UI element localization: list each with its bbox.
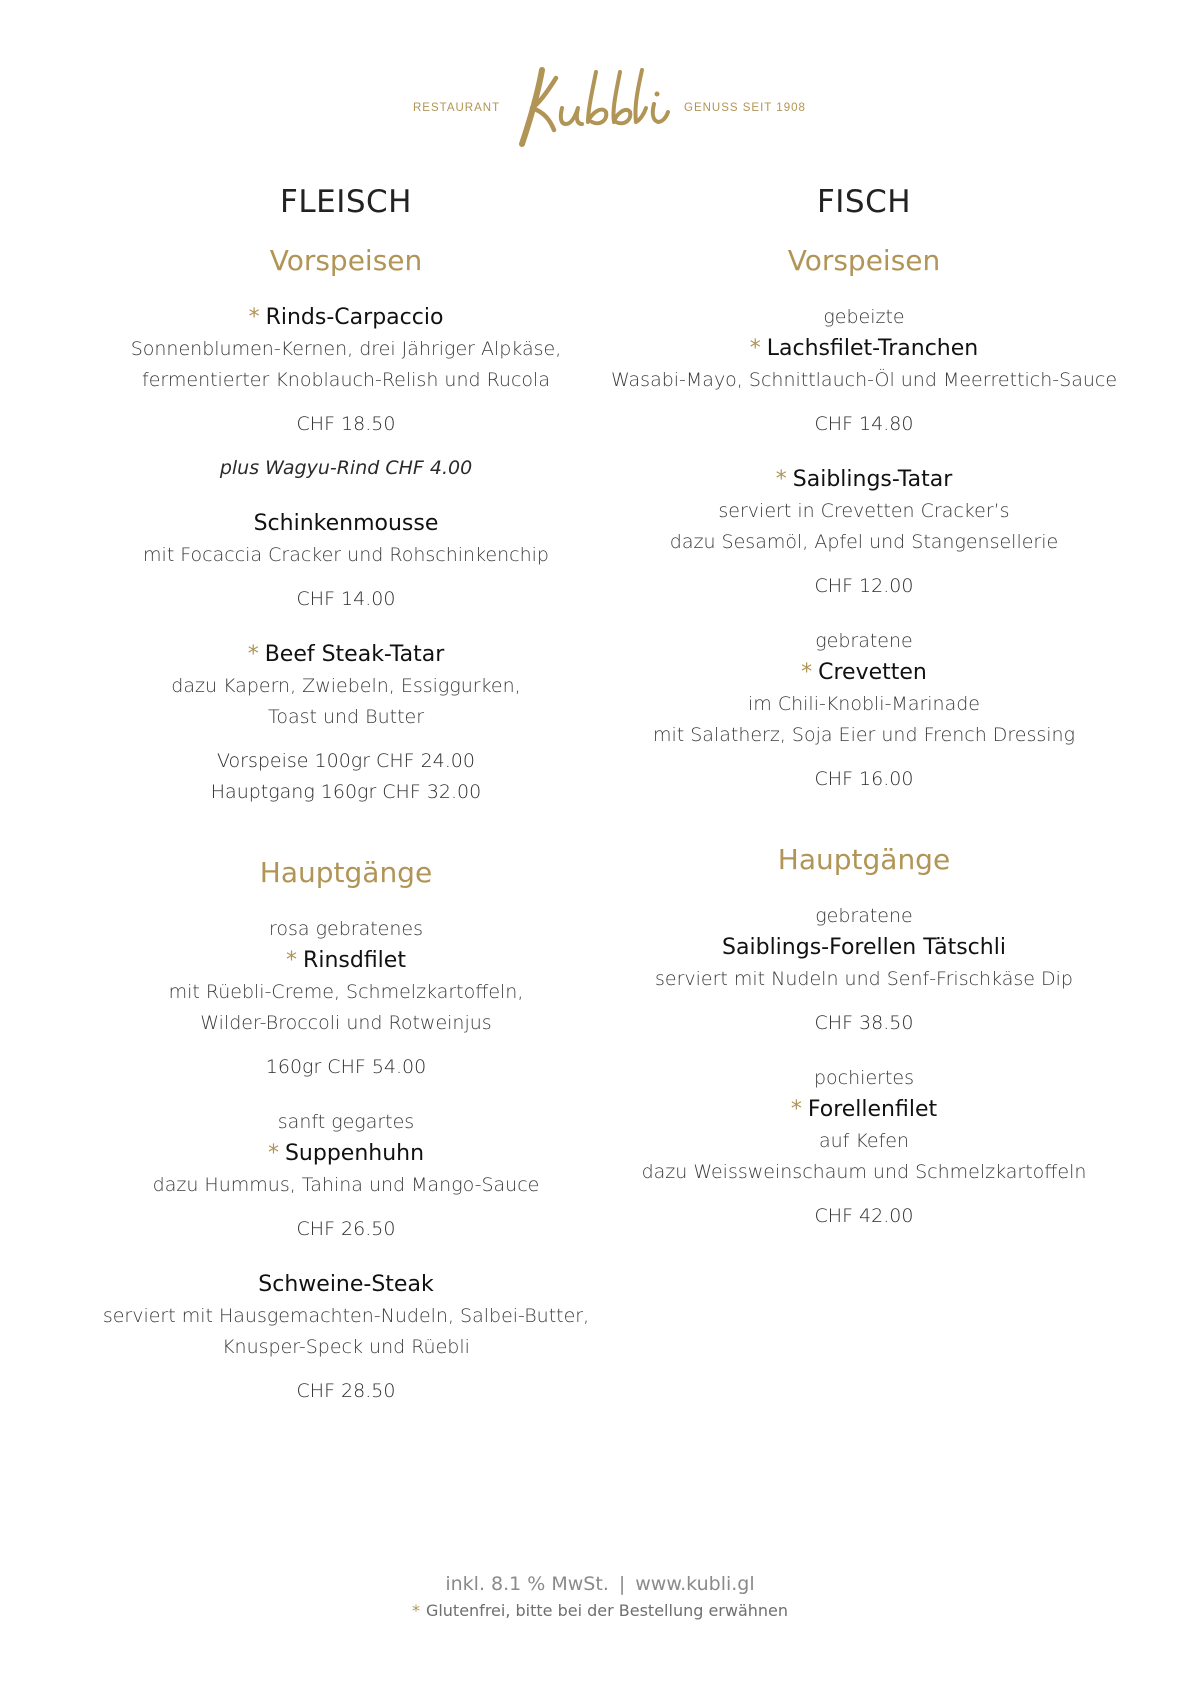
price-line: CHF 42.00	[814, 1205, 914, 1227]
menu-item	[604, 302, 1124, 440]
price-line: CHF 14.80	[814, 413, 914, 435]
fish-starters-title: Vorspeisen	[787, 244, 941, 277]
item-preface: gebratene	[815, 905, 913, 927]
kubli-logo	[512, 64, 672, 150]
menu-item	[86, 508, 606, 615]
item-name-row	[604, 932, 1124, 964]
price-line: CHF 18.50	[296, 413, 396, 435]
item-name-row	[86, 1138, 606, 1170]
item-description: serviert mit Nudeln und Senf-Frischkäse Dip	[654, 968, 1073, 990]
menu-item	[604, 464, 1124, 602]
item-name-row	[604, 657, 1124, 689]
item-name: Beef Steak-Tatar	[264, 642, 445, 667]
meat-starters-title: Vorspeisen	[269, 244, 423, 277]
website-link[interactable]: www.kubli.gl	[635, 1573, 755, 1595]
meat-mains-title: Hauptgänge	[259, 856, 433, 889]
menu-header	[0, 62, 1200, 152]
menu-item	[86, 914, 606, 1083]
item-name: Lachsfilet-Tranchen	[766, 336, 979, 361]
price-line: CHF 26.50	[296, 1218, 396, 1240]
item-name: Saiblings-Forellen Tätschli	[722, 935, 1006, 960]
footer-separator: |	[618, 1573, 626, 1595]
meat-column	[86, 184, 606, 1431]
item-price	[604, 1008, 1124, 1039]
item-description: fermentierter Knoblauch-Relish und Rucola	[142, 369, 550, 391]
gluten-free-star-icon: *	[267, 1141, 279, 1166]
item-price	[604, 764, 1124, 795]
item-description: serviert mit Hausgemachten-Nudeln, Salbei-Butter,	[102, 1305, 590, 1327]
item-description: serviert in Crevetten Cracker’s	[718, 500, 1010, 522]
menu-item	[86, 639, 606, 808]
menu-item	[86, 302, 606, 484]
item-price	[604, 571, 1124, 602]
gluten-free-star-icon: *	[775, 467, 787, 492]
menu-item	[604, 1063, 1124, 1232]
item-description: Toast und Butter	[267, 706, 425, 728]
item-description: Wilder-Broccoli und Rotweinjus	[200, 1012, 492, 1034]
item-name-row	[86, 1269, 606, 1301]
menu-item	[604, 626, 1124, 795]
item-name: Rinds-Carpaccio	[265, 305, 444, 330]
item-description: mit Salatherz, Soja Eier und French Dressing	[652, 724, 1076, 746]
price-line: 160gr CHF 54.00	[265, 1056, 427, 1078]
item-description: dazu Kapern, Zwiebeln, Essiggurken,	[171, 675, 521, 697]
meat-mains-list	[86, 914, 606, 1407]
item-name: Schweine-Steak	[258, 1272, 434, 1297]
price-line: CHF 28.50	[296, 1380, 396, 1402]
item-name-row	[86, 945, 606, 977]
price-line: CHF 38.50	[814, 1012, 914, 1034]
item-addon: plus Wagyu-Rind CHF 4.00	[219, 457, 473, 479]
gluten-free-star-icon: *	[801, 660, 813, 685]
menu-footer	[0, 1570, 1200, 1624]
item-price	[86, 746, 606, 808]
gluten-free-star-icon: *	[247, 642, 259, 667]
gluten-free-star-icon: *	[749, 336, 761, 361]
fish-mains-list	[604, 901, 1124, 1232]
item-description: mit Rüebli-Creme, Schmelzkartoffeln,	[168, 981, 524, 1003]
gluten-free-star-icon: *	[248, 305, 260, 330]
meat-title: FLEISCH	[280, 184, 412, 220]
item-name: Crevetten	[818, 660, 927, 685]
item-preface: rosa gebratenes	[269, 918, 423, 940]
item-name: Forellenfilet	[807, 1097, 938, 1122]
fish-title: FISCH	[816, 184, 912, 220]
item-name-row	[604, 333, 1124, 365]
item-description: im Chili-Knobli-Marinade	[748, 693, 980, 715]
gluten-free-star-icon: *	[286, 948, 298, 973]
menu-item	[86, 1107, 606, 1245]
menu-item	[86, 1269, 606, 1407]
item-name: Saiblings-Tatar	[792, 467, 953, 492]
item-price	[86, 1052, 606, 1083]
item-description: dazu Weissweinschaum und Schmelzkartoffeln	[641, 1161, 1087, 1183]
item-preface: gebeizte	[823, 306, 905, 328]
item-name-row	[86, 639, 606, 671]
vat-note: inkl. 8.1 % MwSt.	[445, 1573, 609, 1595]
price-line: CHF 14.00	[296, 588, 396, 610]
item-name-row	[604, 1094, 1124, 1126]
price-line: CHF 16.00	[814, 768, 914, 790]
item-preface: pochiertes	[814, 1067, 914, 1089]
item-description: Sonnenblumen-Kernen, drei Jähriger Alpkäse,	[130, 338, 562, 360]
gluten-free-star-icon: *	[790, 1097, 802, 1122]
price-line: Vorspeise 100gr CHF 24.00	[217, 750, 475, 772]
item-name-row	[604, 464, 1124, 496]
item-name-row	[86, 302, 606, 334]
item-name: Schinkenmousse	[253, 511, 439, 536]
item-name: Rinsdfilet	[303, 948, 406, 973]
item-description: mit Focaccia Cracker und Rohschinkenchip	[143, 544, 549, 566]
fish-starters-list	[604, 302, 1124, 795]
item-price	[86, 584, 606, 615]
item-price	[86, 1214, 606, 1245]
item-description: dazu Hummus, Tahina und Mango-Sauce	[152, 1174, 540, 1196]
gluten-free-note: Glutenfrei, bitte bei der Bestellung erwähnen	[425, 1601, 789, 1620]
item-name: Suppenhuhn	[284, 1141, 425, 1166]
price-line: Hauptgang 160gr CHF 32.00	[210, 781, 482, 803]
since-label: GENUSS SEIT 1908	[684, 102, 806, 114]
item-price	[604, 1201, 1124, 1232]
menu-item	[604, 901, 1124, 1039]
item-description: auf Kefen	[818, 1130, 910, 1152]
item-price	[86, 1376, 606, 1407]
item-description: Knusper-Speck und Rüebli	[222, 1336, 470, 1358]
item-price	[604, 409, 1124, 440]
item-name-row	[86, 508, 606, 540]
item-price	[86, 409, 606, 440]
item-description: Wasabi-Mayo, Schnittlauch-Öl und Meerrettich-Sauce	[610, 369, 1118, 391]
price-line: CHF 12.00	[814, 575, 914, 597]
item-preface: gebratene	[815, 630, 913, 652]
fish-column	[604, 184, 1124, 1256]
item-description: dazu Sesamöl, Apfel und Stangensellerie	[669, 531, 1059, 553]
restaurant-label: RESTAURANT	[413, 102, 501, 114]
meat-starters-list	[86, 302, 606, 808]
item-preface: sanft gegartes	[277, 1111, 415, 1133]
gluten-free-star-icon: *	[411, 1601, 420, 1620]
fish-mains-title: Hauptgänge	[777, 843, 951, 876]
